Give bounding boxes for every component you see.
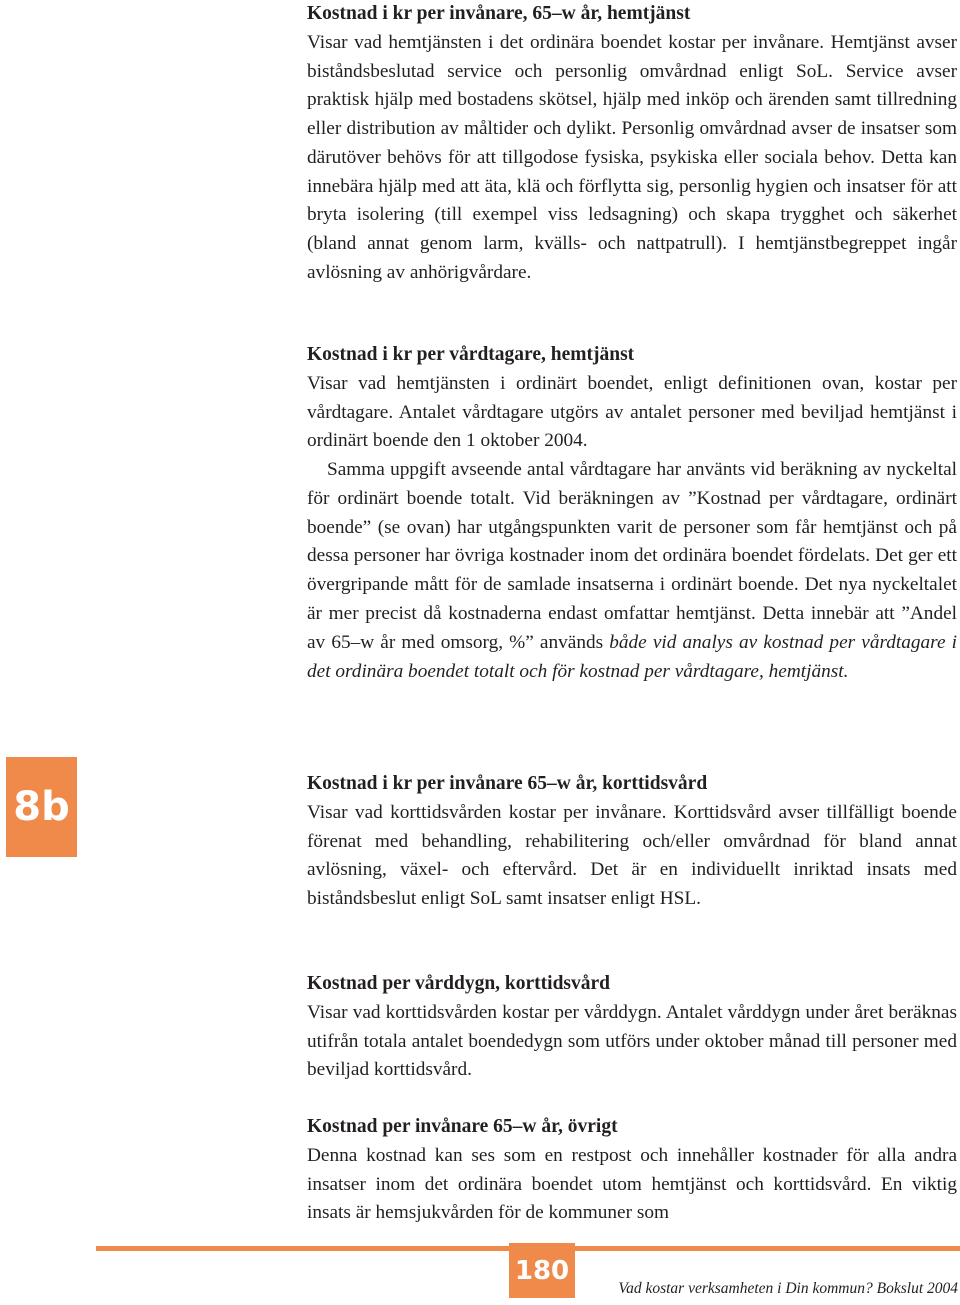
- section-hemtjanst-per-invanare: [307, 0, 957, 288]
- section-korttidsvard-per-varddygn: [307, 970, 957, 1085]
- section-paragraph: Visar vad hemtjänsten i ordinärt boendet, enligt definitionen ovan, kostar per vårdtagare. Antalet vårdtagare utgörs av antalet personer med beviljad hemtjänst i ordinärt boende den 1 oktober 2004.: [307, 372, 957, 452]
- section-paragraph: Visar vad korttidsvården kostar per invånare. Korttidsvård avser tillfälligt boende förenat med behandling, rehabilitering och/eller omvårdnad för bland annat avlösning, växel- och eftervård. Det är en individuellt inriktad insats med biståndsbeslut enligt SoL samt insatser enligt HSL.: [307, 801, 957, 910]
- section-heading: Kostnad i kr per invånare 65–w år, korttidsvård: [307, 773, 708, 794]
- paragraph-text: Samma uppgift avseende antal vårdtagare har använts vid beräkning av nyckeltal för ordinärt boende totalt. Vid beräkningen av ”Kostnad per vårdtagare, ordinärt boende” (se ovan) har utgångspunkten varit de personer som får hemtjänst och på dessa personer har övriga kostnader inom det ordinära boendet fördelats. Det ger ett övergripande mått för de samlade insatserna i ordinärt boende. Det nya nyckeltalet är mer precist då kostnaderna endast omfattar hemtjänst. Detta innebär att ”Andel av 65–w år med omsorg, %” används: [307, 459, 957, 653]
- section-paragraph: [307, 456, 957, 686]
- section-heading: Kostnad per vårddygn, korttidsvård: [307, 973, 611, 994]
- paragraph-italic-text: både vid analys av kostnad per vårdtagare i det ordinära boendet totalt och för kostnad per vårdtagare, hemtjänst.: [307, 631, 957, 682]
- section-paragraph: Denna kostnad kan ses som en restpost och innehåller kostnader för alla andra insatser inom det ordinära boendet utom hemtjänst och korttidsvård. En viktig insats är hemsjukvården för de kommuner som: [307, 1144, 957, 1224]
- section-paragraph: Visar vad korttidsvården kostar per vårddygn. Antalet vårddygn under året beräknas utifrån totala antalet boendedygn som utförs under oktober månad till personer med beviljad korttidsvård.: [307, 1001, 957, 1081]
- page-number: 180: [509, 1243, 575, 1298]
- section-heading: Kostnad i kr per invånare, 65–w år, hemtjänst: [307, 3, 691, 24]
- footer-title: Vad kostar verksamheten i Din kommun? Bokslut 2004: [618, 1280, 958, 1297]
- section-heading: Kostnad i kr per vårdtagare, hemtjänst: [307, 344, 635, 365]
- section-paragraph: Visar vad hemtjänsten i det ordinära boendet kostar per invånare. Hemtjänst avser biståndsbeslutad service och personlig omvårdnad enligt SoL. Service avser praktisk hjälp med bostadens skötsel, hjälp med inköp och ärenden samt tillredning eller distribution av måltider och dylikt. Personlig omvårdnad avser de insatser som därutöver behövs för att tillgodose fysiska, psykiska eller sociala behov. Detta kan innebära hjälp med att äta, klä och förflytta sig, personlig hygien och insatser för att bryta isolering (till exempel viss ledsagning) och skapa trygghet och säkerhet (bland annat genom larm, kvälls- och nattpatrull). I hemtjänstbegreppet ingår avlösning av anhörigvårdare.: [307, 31, 957, 284]
- chapter-tab: 8b: [6, 757, 77, 857]
- section-ovrigt-per-invanare: [307, 1113, 957, 1228]
- section-heading: Kostnad per invånare 65–w år, övrigt: [307, 1116, 618, 1137]
- section-korttidsvard-per-invanare: [307, 770, 957, 914]
- section-hemtjanst-per-vardtagare: [307, 341, 957, 686]
